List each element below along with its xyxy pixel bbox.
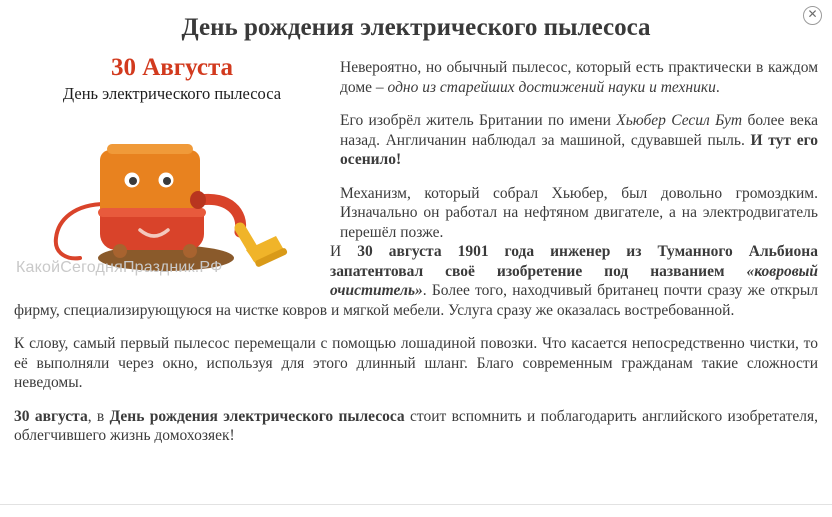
- watermark: КакойСегодняПраздник.РФ: [16, 259, 223, 276]
- paragraph-6: [14, 407, 818, 446]
- paragraph-6-holiday-name: День рождения электрического пылесоса: [109, 407, 405, 425]
- date-headline: 30 Августа: [110, 54, 234, 81]
- paragraph-2: [340, 111, 818, 170]
- paragraph-1-emphasis: одно из старейших достижений науки и техники: [387, 78, 716, 96]
- article-content: [0, 42, 832, 446]
- paragraph-4-patent-name: «ковровый очиститель»: [330, 262, 818, 299]
- paragraph-4-part-a: И: [330, 243, 358, 260]
- paragraph-2-strong: И тут его осенило!: [340, 131, 818, 168]
- illustration-wrapper: [14, 108, 330, 283]
- page-title: День рождения электрического пылесоса: [181, 14, 651, 41]
- paragraph-2-part-b: более века назад. Англичанин наблюдал за машиной, сдувавшей пыль.: [340, 112, 818, 149]
- illustration-column: [14, 42, 330, 283]
- date-subtitle: День электрического пылесоса: [62, 84, 282, 103]
- vacuum-cleaner-icon: [14, 108, 330, 283]
- paragraph-5: К слову, самый первый пылесос перемещали с помощью лошадиной повозки. Что касается непосредственно чистки, то её выполняли через окно, используя для этого длинный шланг. Благо современным гражданам такие сложности неведомы.: [14, 335, 818, 391]
- intro-text-column: [340, 42, 818, 242]
- paragraph-1-part-a: Невероятно, но обычный пылесос, который есть практически в каждом доме –: [340, 59, 818, 96]
- paragraph-2-part-a: Его изобрёл житель Британии по имени: [340, 112, 617, 129]
- paragraph-4-part-c: . Более того, находчивый британец почти сразу же открыл фирму, специализирующуюся на чистке ковров и мягкой мебели. Услуга сразу же оказалась востребованной.: [14, 282, 818, 319]
- paragraph-6-part-c: стоит вспомнить и поблагодарить английского изобретателя, облегчившего жизнь домохозяек!: [14, 407, 818, 444]
- paragraph-3: Механизм, который собрал Хьюбер, был довольно громоздким. Изначально он работал на нефтяном двигателе, а на электродвигатель перешёл позже.: [340, 184, 818, 241]
- bottom-divider: [0, 504, 832, 505]
- paragraph-4-strong: 30 августа 1901 года инженер из Туманного Альбиона запатентовал своё изобретение под названием: [330, 243, 818, 280]
- paragraph-1: [340, 58, 818, 97]
- paragraph-6-part-a: , в: [87, 407, 110, 425]
- paragraph-1-part-b: .: [715, 78, 720, 96]
- close-icon[interactable]: ✕: [803, 6, 822, 25]
- paragraph-6-date: 30 августа: [14, 407, 88, 425]
- paragraph-2-inventor-name: Хьюбер Сесил Бут: [616, 112, 743, 129]
